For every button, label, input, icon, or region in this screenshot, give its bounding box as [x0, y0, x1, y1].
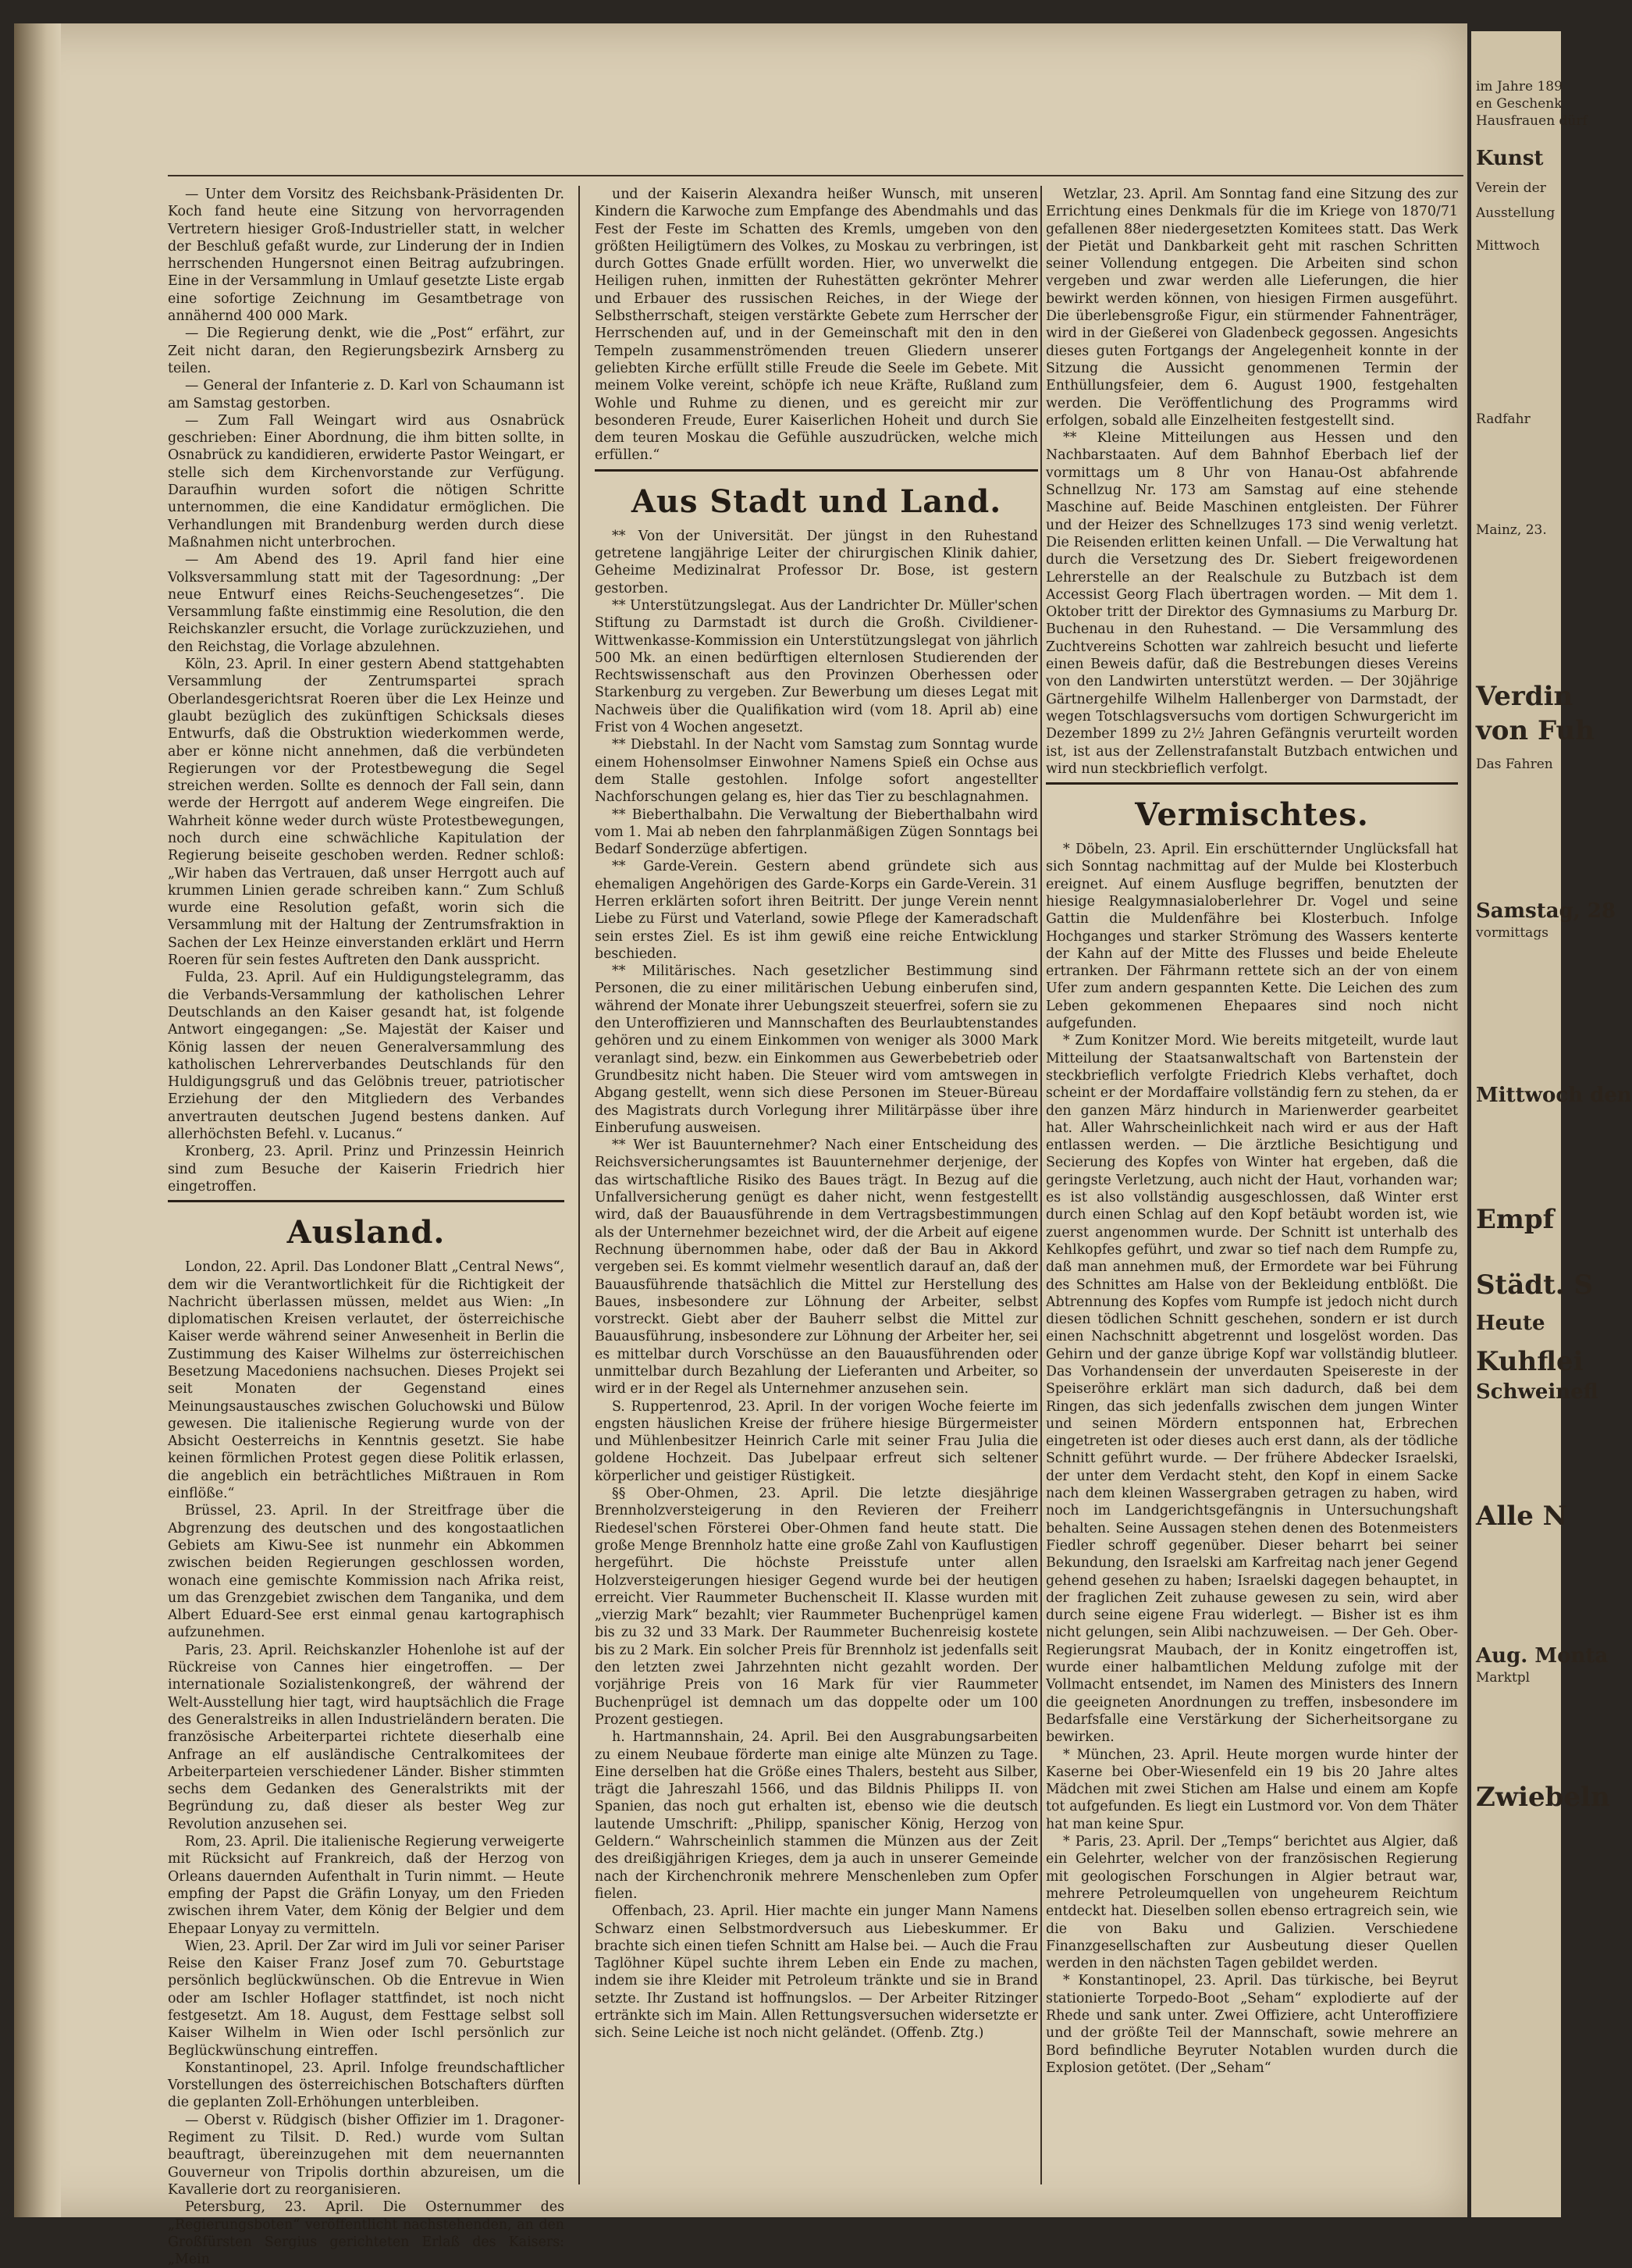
strip-fragment: Kunst — [1476, 147, 1544, 170]
column-divider-1 — [578, 186, 580, 2184]
article-militaerisches: ** Militärisches. Nach gesetzlicher Bestimmung sind Personen, die zu einer militärischen Uebung einberufen sind, während der Monate ihrer Uebungszeit steuerfrei, sofern sie zu den Unteroffizieren und Mannschaften des Beurlaubtenstandes gehören und zu einem Einkommen von weniger als 3000 Mark veranlagt sind, bezw. ein Einkommen aus Gewerbebetrieb oder Grundbesitz nicht haben. Die Steuer wird vom amtswegen in Abgang gestellt, wenn sich diese Personen im Steuer-Büreau des Magistrats durch Vorlegung ihrer Militärpässe über ihre Einberufung ausweisen. — [595, 963, 1038, 1136]
column-1 — [168, 186, 564, 2268]
book-gutter — [14, 23, 61, 2217]
article-legat: ** Unterstützungslegat. Aus der Landrichter Dr. Müller'schen Stiftung zu Darmstadt ist durch die Großh. Civildiener-Wittwenkasse-Kommission ein Unterstützungslegat von jährlich 500 Mk. an einen bedürftigen elternlosen Studierenden der Rechtswissenschaft aus den Provinzen Oberhessen oder Starkenburg zu vergeben. Zur Bewerbung um dieses Legat mit Nachweis über die Qualifikation wird (vom 18. April ab) eine Frist von 4 Wochen angesetzt. — [595, 597, 1038, 736]
strip-fragment: Samstag, 28 — [1476, 899, 1616, 923]
article-petersburg: Petersburg, 23. April. Die Osternummer des „Regierungsboten“ veröffentlicht nachstehenden, an den Großfürsten Sergius gerichteten Erlaß des Kaisers: „Mein — [168, 2199, 564, 2268]
strip-fragment: Mittwoch — [1476, 238, 1540, 254]
article-universitaet: ** Von der Universität. Der jüngst in den Ruhestand getretene langjährige Leiter der chirurgischen Klinik dahier, Geheime Medizinalrat Professor Dr. Bose, ist gestern gestorben. — [595, 528, 1038, 596]
strip-fragment: Marktpl — [1476, 1670, 1531, 1686]
strip-fragment: vormittags — [1476, 925, 1548, 941]
article-ruppertenrod: S. Ruppertenrod, 23. April. In der vorigen Woche feierte im engsten häuslichen Kreise der frühere hiesige Bürgermeister und Mühlenbesitzer Heinrich Carle mit seiner Frau Julia die goldene Hochzeit. Das Jubelpaar erfreut sich seltener körperlicher und geistiger Rüstigkeit. — [595, 1398, 1038, 1484]
article-petersburg-cont: und der Kaiserin Alexandra heißer Wunsch, mit unseren Kindern die Karwoche zum Empfange des Abendmahls und das Fest der Feste im Schatten des Kremls, umgeben von den größten Heiligtümern des Volkes, zu Moskau zu verbringen, ist durch Gottes Gnade erfüllt worden. Hier, wo unverwelkt die Heiligen ruhen, inmitten der Ruhestätten gekrönter Mehrer und Erbauer des russischen Reiches, in der Wiege der Selbstherrschaft, steigen verstärkte Gebete zum Herrscher der Herrschenden auf, und in der Gemeinschaft mit den in den Tempeln zusammenströmenden treuen Gliedern unserer geliebten Kirche erfüllt stille Freude die Seele im Gebete. Mit meinem Volke vereint, schöpfe ich neue Kräfte, Rußland zum Wohle und Ruhme zu dienen, und es gereicht mir zur besonderen Freude, Eurer Kaiserlichen Hoheit und durch Sie dem teuren Moskau die Gefühle auszudrücken, welche mich erfüllen.“ — [595, 187, 1038, 464]
article-garde-verein: ** Garde-Verein. Gestern abend gründete sich aus ehemaligen Angehörigen des Garde-Korps ein Garde-Verein. 31 Herren erklärten sofort ihren Beitritt. Der junge Verein nennt Liebe zu Fürst und Vaterland, sowie Pflege der Kameradschaft sein erstes Ziel. Es ist ihm gewiß eine reiche Entwicklung beschieden. — [595, 859, 1038, 962]
section-rule — [1046, 782, 1458, 785]
section-heading-ausland: Ausland. — [286, 1214, 446, 1251]
article-kronberg: Kronberg, 23. April. Prinz und Prinzessin Heinrich sind zum Besuche der Kaiserin Friedrich hier eingetroffen. — [168, 1144, 564, 1195]
article-bauunternehmer: ** Wer ist Bauunternehmer? Nach einer Entscheidung des Reichsversicherungsamtes ist Bauunternehmer derjenige, der das wirtschaftliche Risiko des Baues trägt. In Bezug auf die Unfallversicherung genügt es daher nicht, wenn festgestellt wird, daß der Bauausführende in dem Vertragsbestimmungen als der Unternehmer bezeichnet wird, der die Arbeit auf eigene Rechnung übernommen habe, oder daß der Bau in Akkord vergeben sei. Es kommt vielmehr wesentlich darauf an, daß der Bauausführende thatsächlich die Mittel zur Herstellung des Baues, insbesondere zur Löhnung der Arbeiter, selbst vorstreckt. Giebt aber der Bauherr selbst die Mittel zur Bauausführung, insbesondere zur Löhnung der Arbeiter her, sei es mittelbar durch Vorschüsse an den Bauausführenden oder unmittelbar durch Bezahlung der Lieferanten und Arbeiter, so wird er in der Regel als Unternehmer anzusehen sein. — [595, 1138, 1038, 1397]
strip-fragment: Städt. S — [1476, 1269, 1593, 1301]
article-fulda: Fulda, 23. April. Auf ein Huldigungstelegramm, das die Verbands-Versammlung der katholischen Lehrer Deutschlands an den Kaiser gesandt hat, ist folgende Antwort eingegangen: „Se. Majestät der Kaiser und König lassen der neuen Generalversammlung des katholischen Lehrerverbandes Deutschlands für den Huldigungsgruß und das Gelöbnis treuer, patriotischer Erziehung der den Mitgliedern des Verbandes anvertrauten deutschen Jugend bestens danken. Auf allerhöchsten Befehl. v. Lucanus.“ — [168, 970, 564, 1143]
strip-fragment: Heute — [1476, 1312, 1545, 1335]
article-offenbach: Offenbach, 23. April. Hier machte ein junger Mann Namens Schwarz einen Selbstmordversuch aus Liebeskummer. Er brachte sich einen tiefen Schnitt am Halse bei. — Auch die Frau Taglöhner Küpel suchte ihrem Leben ein Ende zu machen, indem sie ihre Kleider mit Petroleum tränkte und sie in Brand setzte. Ihr Zustand ist hoffnungslos. — Der Arbeiter Ritzinger ertränkte sich im Main. Allen Rettungsversuchen widersetzte er sich. Seine Leiche ist noch nicht geländet. (Offenb. Ztg.) — [595, 1903, 1038, 2042]
section-rule — [595, 469, 1038, 472]
article-konstantinopel-torpedo: * Konstantinopel, 23. April. Das türkische, bei Beyrut stationierte Torpedo-Boot „Seham“ explodierte auf der Rhede und sank unter. Zwei Offiziere, acht Unteroffiziere und der größte Teil der Mannschaft, sowie mehrere an Bord befindliche Beyruter Notablen wurden durch die Explosion getötet. (Der „Seham“ — [1046, 1973, 1458, 2076]
strip-fragment: Kuhflei — [1476, 1346, 1584, 1377]
article-hartmannshain: h. Hartmannshain, 24. April. Bei den Ausgrabungsarbeiten zu einem Neubaue förderte man einige alte Münzen zu Tage. Eine derselben hat die Größe eines Thalers, besteht aus Silber, trägt die Jahreszahl 1566, und das Bildnis Philipps II. von Spanien, das noch gut erhalten ist, ebenso wie die deutsch lautende Umschrift: „Philipp, spanischer König, Herzog von Geldern.“ Wahrscheinlich stammen die Münzen aus der Zeit des dreißigjährigen Krieges, dem ja auch in unserer Gemeinde nach der Kirchenchronik mehrere Menschenleben zum Opfer fielen. — [595, 1729, 1038, 1902]
strip-fragment: im Jahre 189 — [1476, 79, 1563, 94]
article-regierungsbezirk: — Die Regierung denkt, wie die „Post“ erfährt, zur Zeit nicht daran, den Regierungsbezirk Arnsberg zu teilen. — [168, 326, 564, 376]
article-doebeln: * Döbeln, 23. April. Ein erschütternder Unglücksfall hat sich Sonntag nachmittag auf der Mulde bei Klosterbuch ereignet. Auf einem Ausfluge begriffen, benutzten der hiesige Realgymnasialoberlehrer Dr. Vogel und seine Gattin die Muldenfähre bei Klosterbuch. Infolge Hochganges und starker Strömung des Wassers kenterte der Kahn auf der Mitte des Flusses und beide Eheleute ertranken. Der Fährmann rettete sich an der von einem Ufer zum andern gespannten Kette. Die Leichen des zum Leben gekommenen Ehepaares sind noch nicht aufgefunden. — [1046, 842, 1458, 1032]
article-konstantinopel: Konstantinopel, 23. April. Infolge freundschaftlicher Vorstellungen des österreichischen Botschafters dürften die geplanten Zoll-Erhöhungen unterbleiben. — [168, 2060, 564, 2111]
strip-fragment: Hausfrauen dürf — [1476, 113, 1588, 129]
article-konitzer-mord: * Zum Konitzer Mord. Wie bereits mitgeteilt, wurde laut Mitteilung der Staatsanwaltschaft von Bartenstein der steckbrieflich verfolgte Friedrich Klebs verhaftet, doch scheint er der Mordaffaire vollständig fern zu stehen, da er den ganzen März hindurch in Marienwerder gearbeitet hat. Aller Wahrscheinlichkeit nach wird er aus der Haft entlassen werden. — Die ärztliche Besichtigung und Secierung des Kopfes von Winter hat ergeben, daß die geringste Verletzung, auch nicht der Haut, vorhanden war; es ist also vollständig ausgeschlossen, daß Winter erst durch einen Schlag auf den Kopf betäubt worden ist, wie zuerst angenommen wurde. Der Schnitt ist unterhalb des Kehlkopfes geführt, und zwar so tief nach dem Rumpfe zu, daß man annehmen muß, der Ermordete war bei Führung des Schnittes am Halse von der Bekleidung entblößt. Die Abtrennung des Kopfes vom Rumpfe ist jedoch nicht durch diesen tödlichen Schnitt geschehen, sondern er ist durch einen Nachschnitt abgetrennt und losgelöst worden. Das Gehirn und der ganze übrige Kopf war vollständig blutleer. Das Vorhandensein der unverdauten Speisereste in der Speiseröhre erklärt man sich dadurch, daß bei dem Ringen, das sich jedenfalls zwischen dem jungen Winter und seinen Mördern entsponnen hat, Erbrechen eingetreten ist oder dieses auch erst dann, als der tödliche Schnitt geführt wurde. — Der frühere Abdecker Israelski, der unter dem Verdacht steht, den Kopf in einem Sacke nach dem kleinen Wassergraben getragen zu haben, wird noch im Landgerichtsgefängnis in Untersuchungshaft behalten. Seine Aussagen stehen denen des Botenmeisters Fiedler schroff gegenüber. Dieser beharrt bei seiner Bekundung, den Israelski am Karfreitag nach jener Gegend gehend gesehen zu haben; Israelski dagegen behauptet, in der fraglichen Zeit zuhause gewesen zu sein, wird aber durch seine eigene Frau widerlegt. — Bisher ist es ihm nicht gelungen, sein Alibi nachzuweisen. — Der Geh. Ober-Regierungsrat Maubach, der in Konitz eingetroffen ist, wurde einer halbamtlichen Meldung zufolge mit der Vollmacht entsendet, im Namen des Ministers des Innern die geeigneten Anordnungen zu treffen, insbesondere im Bedarfsfalle eine Verstärkung der Sicherheitsorgane zu bewirken. — [1046, 1033, 1458, 1746]
article-kleine-mitteilungen: ** Kleine Mitteilungen aus Hessen und den Nachbarstaaten. Auf dem Bahnhof Eberbach lief der vormittags um 8 Uhr von Hanau-Ost abfahrende Schnellzug Nr. 173 am Samstag auf eine stehende Maschine auf. Beide Maschinen entgleisten. Der Führer und der Heizer des Schnellzuges 173 sind wenig verletzt. Die Reisenden erlitten keinen Unfall. — Die Verwaltung hat durch die Versetzung des Dr. Siebert freigewordenen Lehrerstelle an der Realschule zu Butzbach ist dem Accessist Georg Flach übertragen worden. — Mit dem 1. Oktober tritt der Direktor des Gymnasiums zu Marburg Dr. Buchenau in den Ruhestand. — Die Versammlung des Zuchtvereins Schotten war zahlreich besucht und lieferte einen Beweis dafür, daß die Bestrebungen dieses Vereins von den Landwirten unterstützt werden. — Der 30jährige Gärtnergehilfe Wilhelm Hallenberger von Darmstadt, der wegen Totschlagsversuchs vom dortigen Schwurgericht im Dezember 1899 zu 2½ Jahren Gefängnis verurteilt worden ist, ist aus der Zellenstrafanstalt Butzbach entwichen und wird nun steckbrieflich verfolgt. — [1046, 430, 1458, 777]
column-2 — [595, 186, 1038, 2042]
article-oberst: — Oberst v. Rüdgisch (bisher Offizier im 1. Dragoner-Regiment zu Tilsit. D. Red.) wurde vom Sultan beauftragt, übereinzugehen mit dem neuernannten Gouverneur von Tripolis dorthin abzureisen, um die Kavallerie dort zu reorganisieren. — [168, 2112, 564, 2198]
strip-fragment: Alle N — [1476, 1501, 1567, 1532]
strip-fragment: Schweinefl — [1476, 1380, 1598, 1404]
strip-fragment: Ausstellung — [1476, 205, 1556, 221]
article-wetzlar: Wetzlar, 23. April. Am Sonntag fand eine Sitzung des zur Errichtung eines Denkmals für die im Kriege von 1870/71 gefallenen 88er niedergesetzten Komitees statt. Das Werk der Pietät und Dankbarkeit geht mit raschen Schritten seiner Vollendung entgegen. Die Arbeiten sind schon vergeben und zwar werden alle Lieferungen, die hier bewirkt werden können, von hiesigen Firmen ausgeführt. Die überlebensgroße Figur, ein stürmender Fahnenträger, wird in der Gießerei von Gladenbeck gegossen. Angesichts dieses guten Fortgangs der Angelegenheit konnte in der Sitzung die Aussicht genommenen Termin der Enthüllungsfeier, dem 6. August 1900, festgehalten werden. Die Veröffentlichung des Programms wird erfolgen, sobald alle Einzelheiten festgestellt sind. — [1046, 187, 1458, 429]
adjacent-page-strip — [1471, 31, 1632, 2217]
article-koeln: Köln, 23. April. In einer gestern Abend stattgehabten Versammlung der Zentrumspartei sprach Oberlandesgerichtsrat Roeren über die Lex Heinze und glaubt bezüglich des zukünftigen Schicksals dieses Entwurfs, daß die Obstruktion wiederkommen werde, aber er könne nicht annehmen, daß die verbündeten Regierungen vor der Protestbewegung die Segel streichen werden. Sollte es dennoch der Fall sein, dann werde der Herrgott auf anderem Wege eingreifen. Die Wahrheit könne weder durch wüste Protestbewegungen, noch durch eine schwächliche Kapitulation der Regierung beiseite geschoben werden. Redner schloß: „Wir haben das Vertrauen, daß unser Herrgott auch auf krummen Linien gerade schreiben kann.“ Zum Schluß wurde eine Resolution gefaßt, worin sich die Versammlung mit der Haltung der Zentrumsfraktion in Sachen der Lex Heinze einverstanden erklärt und Herrn Roeren für sein festes Auftreten den Dank ausspricht. — [168, 657, 564, 969]
article-bieberthalbahn: ** Bieberthalbahn. Die Verwaltung der Bieberthalbahn wird vom 1. Mai ab neben den fahrplanmäßigen Zügen Sonntags bei Bedarf Sonderzüge abfertigen. — [595, 806, 1038, 858]
section-heading-stadt-land: Aus Stadt und Land. — [631, 482, 1002, 520]
strip-fragment: Mittwoch den — [1476, 1084, 1632, 1107]
article-wien: Wien, 23. April. Der Zar wird im Juli vor seiner Pariser Reise den Kaiser Franz Josef zum 70. Geburtstage persönlich beglückwünschen. Ob die Entrevue in Wien oder am Ischler Hoflager stattfindet, ist noch nicht festgesetzt. Am 18. August, dem Festtage selbst soll Kaiser Wilhelm in Wien oder Ischl persönlich zur Beglückwünschung eintreffen. — [168, 1938, 564, 2059]
article-reichsbank: — Unter dem Vorsitz des Reichsbank-Präsidenten Dr. Koch fand heute eine Sitzung von hervorragenden Vertretern hiesiger Groß-Industrieller statt, in welcher der Beschluß gefaßt wurde, zur Linderung der in Indien herrschenden Hungersnot einen Beitrag aufzubringen. Eine in der Versammlung in Umlauf gesetzte Liste ergab eine sofortige Zeichnung im Gesamtbetrage von annähernd 400 000 Mark. — [168, 187, 564, 325]
section-heading-vermischtes: Vermischtes. — [1135, 796, 1369, 834]
article-rom: Rom, 23. April. Die italienische Regierung verweigerte mit Rücksicht auf Frankreich, daß der Herzog von Orleans dauernden Aufenthalt in Turin nimmt. — Heute empfing der Papst die Gräfin Lonyay, um den Frieden zwischen ihrem Vater, dem König der Belgier und dem Ehepaar Lonyay zu vermitteln. — [168, 1834, 564, 1937]
article-london: London, 22. April. Das Londoner Blatt „Central News“, dem wir die Verantwortlichkeit für die Richtigkeit der Nachricht überlassen müssen, meldet aus Wien: „In diplomatischen Kreisen verlautet, der österreichische Kaiser werde während seiner Anwesenheit in Berlin die Zustimmung des Kaiser Wilhelms zur österreichischen Besetzung Macedoniens nachsuchen. Dieses Projekt sei seit Monaten der Gegenstand eines Meinungsaustausches zwischen Goluchowski und Bülow gewesen. Die italienische Regierung wurde von der Absicht Oesterreichs in Kenntnis gesetzt. Sie habe keinen förmlichen Protest gegen diese Politik erlassen, die angeblich ein beträchtliches Mißtrauen in Rom einflöße.“ — [168, 1259, 564, 1502]
strip-fragment: Zwiebeln — [1476, 1782, 1610, 1813]
article-paris-petroleum: * Paris, 23. April. Der „Temps“ berichtet aus Algier, daß ein Gelehrter, welcher von der französischen Regierung mit geologischen Forschungen in Algier betraut war, mehrere Petroleumquellen von ungeheurem Reichtum entdeckt hat. Dieselben sollen ebenso ertragreich sein, wie die von Baku und Galizien. Verschiedene Finanzgesellschaften zur Ausbeutung dieser Quellen werden in den nächsten Tagen gebildet werden. — [1046, 1834, 1458, 1972]
strip-fragment: Verein der — [1476, 180, 1546, 196]
article-volksversammlung: — Am Abend des 19. April fand hier eine Volksversammlung statt mit der Tagesordnung: „Der neue Entwurf eines Reichs-Seuchengesetzes“. Die Versammlung faßte einstimmig eine Resolution, die den Reichskanzler ersucht, die Vorlage zurückzuziehen, und den Reichstag, die Vorlage abzulehnen. — [168, 552, 564, 655]
article-weingart: — Zum Fall Weingart wird aus Osnabrück geschrieben: Einer Abordnung, die ihm bitten sollte, in Osnabrück zu kandidieren, erwiderte Pastor Weingart, er stelle sich dem Kirchenvorstande zur Verfügung. Daraufhin wurden sofort die nötigen Schritte unternommen, die eine Kandidatur ermöglichen. Die Verhandlungen mit Brandenburg werden durch diese Maßnahmen nicht unterbrochen. — [168, 412, 564, 550]
top-rule — [168, 175, 1463, 176]
article-ober-ohmen: §§ Ober-Ohmen, 23. April. Die letzte diesjährige Brennholzversteigerung in den Revieren der Freiherr Riedesel'schen Försterei Ober-Ohmen fand heute statt. Die große Menge Brennholz hatte eine große Zahl von Kauflustigen hergeführt. Die höchste Preisstufe unter allen Holzversteigerungen hiesiger Gegend wurde bei der heutigen erreicht. Vier Raummeter Buchenscheit II. Klasse wurden mit „vierzig Mark“ bezahlt; vier Raummeter Buchenprügel kamen bis zu 32 und 33 Mark. Der Raummeter Buchenreisig kostete bis zu 2 Mark. Ein solcher Preis für Brennholz ist jedenfalls seit den letzten zwei Jahrzehnten nicht gezahlt worden. Der vorjährige Preis von 16 Mark für vier Raummeter Buchenprügel ist demnach um das doppelte oder um 100 Prozent gestiegen. — [595, 1486, 1038, 1728]
article-muenchen: * München, 23. April. Heute morgen wurde hinter der Kaserne bei Ober-Wiesenfeld ein 19 bis 20 Jahre altes Mädchen mit zwei Stichen am Halse und einem am Kopfe tot aufgefunden. Es liegt ein Lustmord vor. Von dem Thäter hat man keine Spur. — [1046, 1746, 1458, 1832]
column-divider-2 — [1040, 186, 1042, 2184]
strip-fragment: Empf — [1476, 1204, 1555, 1235]
strip-fragment: Radfahr — [1476, 411, 1531, 427]
column-3 — [1046, 186, 1458, 2077]
section-rule — [168, 1200, 564, 1202]
article-paris: Paris, 23. April. Reichskanzler Hohenlohe ist auf der Rückreise von Cannes hier eingetroffen. — Der internationale Sozialistenkongreß, der während der Welt-Ausstellung hier tagt, wird hauptsächlich die Frage des Generalstreiks in allen Industrieländern beraten. Die französische Arbeiterpartei richtete dieserhalb eine Anfrage an elf ausländische Centralkomitees der Arbeiterparteien verschiedener Länder. Bisher stimmten sechs dem Gedanken des Generalstrikts mit der Begründung zu, daß dieser als bester Weg zur Revolution anzusehen sei. — [168, 1642, 564, 1832]
strip-fragment: en Geschenk — [1476, 96, 1563, 112]
article-diebstahl: ** Diebstahl. In der Nacht vom Samstag zum Sonntag wurde einem Hohensolmser Einwohner Namens Spieß ein Ochse aus dem Stalle gestohlen. Infolge sofort angestellter Nachforschungen gelang es, hier das Tier zu beschlagnahmen. — [595, 737, 1038, 806]
article-bruessel: Brüssel, 23. April. In der Streitfrage über die Abgrenzung des deutschen und des kongostaatlichen Gebiets am Kiwu-See ist nunmehr ein Abkommen zwischen beiden Regierungen geschlossen worden, wonach eine gemischte Kommission nach Afrika reist, um das Grenzgebiet zwischen dem Tanganika, und dem Albert Eduard-See erst einmal genau kartographisch aufzunehmen. — [168, 1503, 564, 1641]
strip-fragment: Verdin — [1476, 681, 1573, 712]
strip-fragment: von Fuh — [1476, 715, 1595, 746]
strip-fragment: Mainz, 23. — [1476, 522, 1547, 538]
strip-fragment: Das Fahren — [1476, 757, 1553, 772]
article-general: — General der Infanterie z. D. Karl von Schaumann ist am Samstag gestorben. — [168, 378, 564, 411]
strip-fragment: Aug. Monta — [1476, 1644, 1609, 1668]
